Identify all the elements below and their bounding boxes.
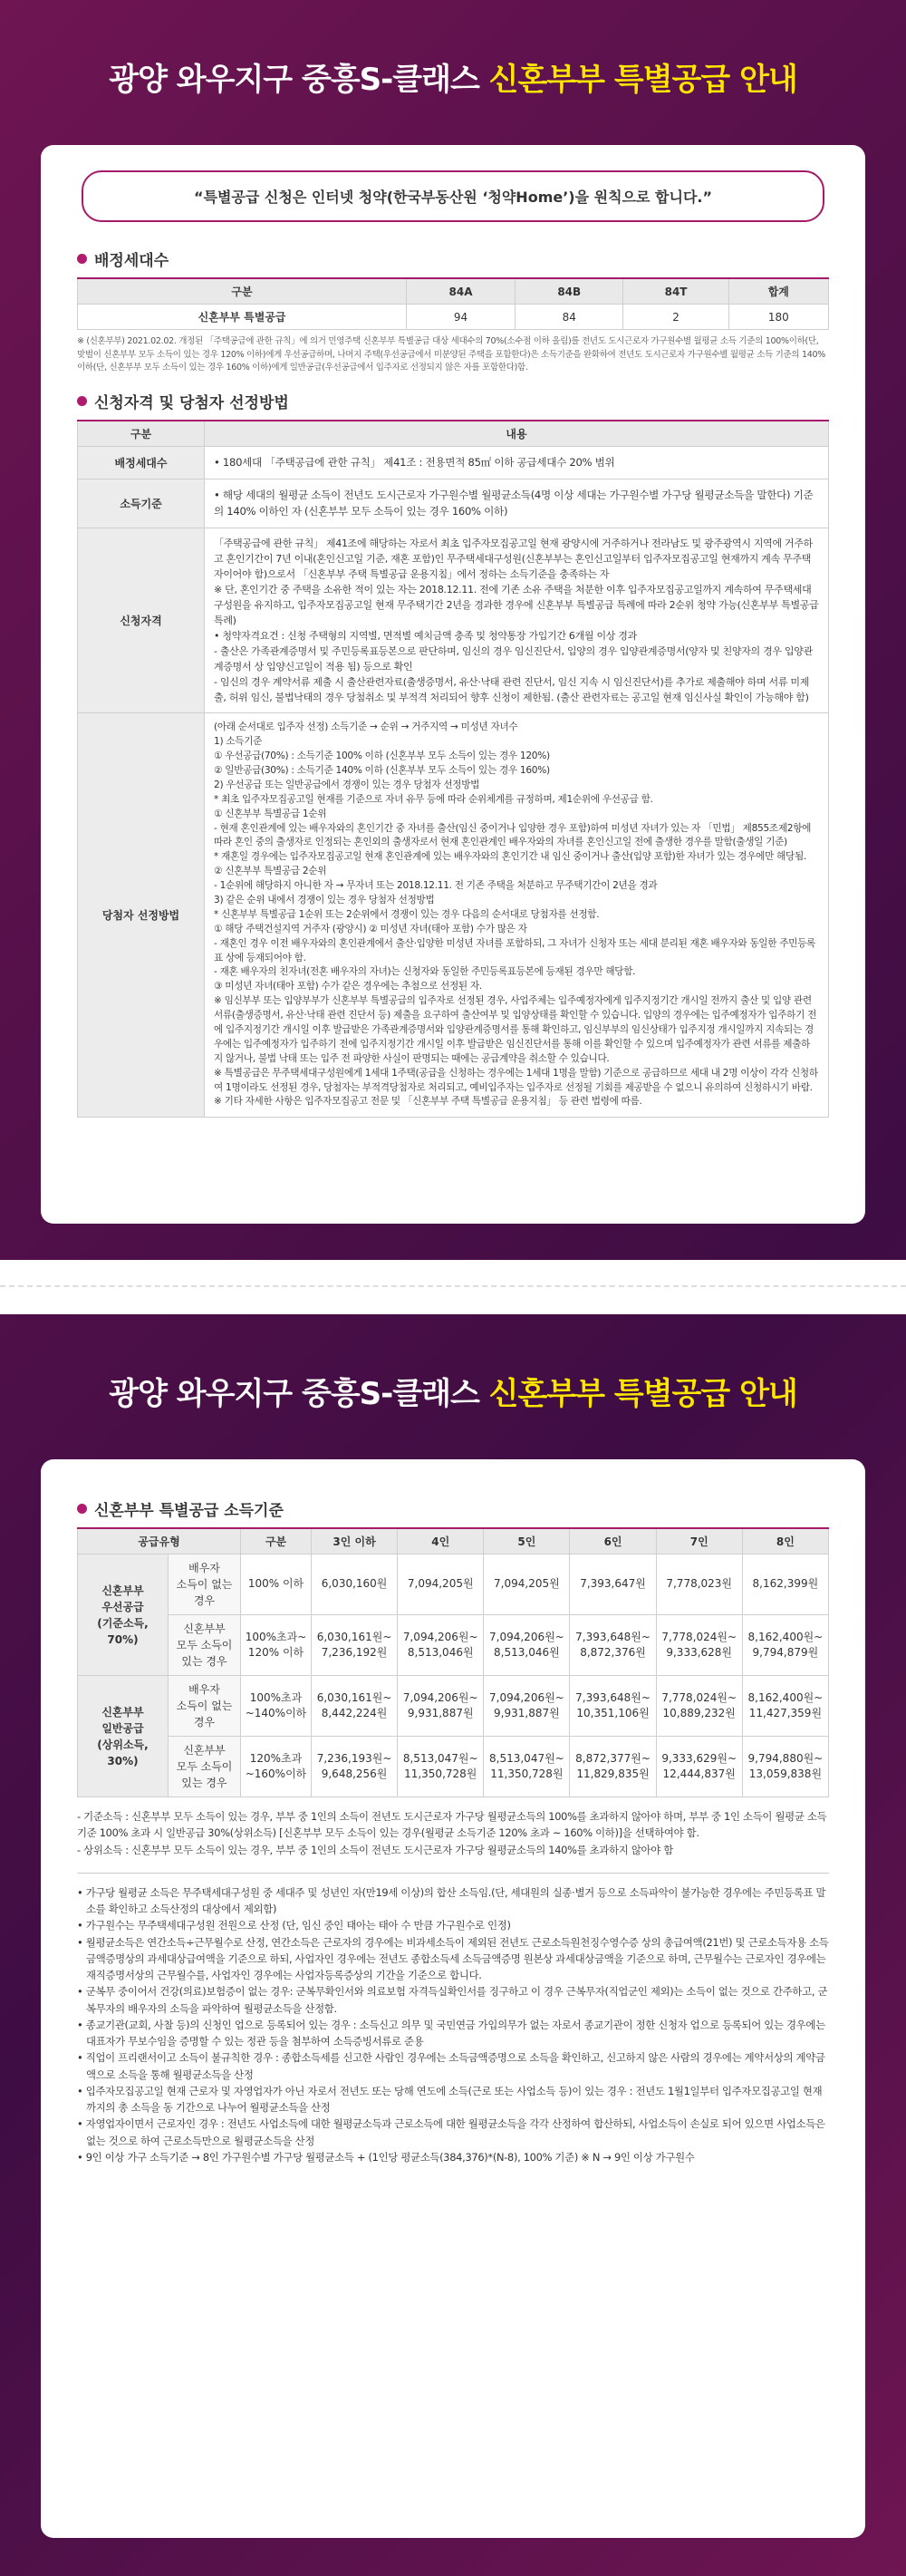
section-heading <box>77 1497 829 1520</box>
table-row <box>78 1676 829 1737</box>
table-header-row <box>78 1528 829 1554</box>
table-header: 84T <box>623 278 728 305</box>
row-text: • 해당 세대의 월평균 소득이 전년도 도시근로자 가구원수별 월평균소득(4명 이상 세대는 가구원수별 가구당 월평균소득을 말한다) 기준의 140% 이하인 자 (신혼부부 모두 소득이 있는 경우 160% 이하) <box>205 479 829 528</box>
row-text: (아래 순서대로 입주자 선정) 소득기준 → 순위 → 거주지역 → 미성년 자녀수 1) 소득기준 ① 우선공급(70%) : 소득기준 100% 이하 (신혼부부 모두 소득이 있는 경우 120%) ② 일반공급(30%) : 소득기준 140% 이하 (신혼부부 모두 소득이 있는 경우 160%) 2) 우선공급 또는 일반공급에서 경쟁이 있는 경우 당첨자 선정방법 * 최초 입주자모집공고일 현재를 기준으로 자녀 유무 등에 따라 순위체계를 규정하며, 제1순위에 우선공급 함. ① 신혼부부 특별공급 1순위 - 현재 혼인관계에 있는 배우자와의 혼인기간 중 자녀를 출산(임신 중이거나 입양한 경우 포함)하여 미성년 자녀가 있는 자 「민법」 제855조제2항에 따라 혼인 중의 출생자로 인정되는 혼인외의 출생자로서 현재 혼인관계인 배우자와의 자녀를 혼인신고일 전에 출생한 경우를 말함(출생일 기준) * 재혼일 경우에는 입주자모집공고일 현재 혼인관계에 있는 배우자와의 혼인기간 내 임신 중이거나 출산(입양 포함)한 자녀가 있는 경우에만 해당됨. ② 신혼부부 특별공급 2순위 - 1순위에 해당하지 아니한 자 → 무자녀 또는 2018.12.11. 전 기존 주택을 처분하고 무주택기간이 2년을 경과 3) 같은 순위 내에서 경쟁이 있는 경우 당첨자 선정방법 * 신혼부부 특별공급 1순위 또는 2순위에서 경쟁이 있는 경우 다음의 순서대로 당첨자를 선정함. ① 해당 주택건설지역 거주자 (광양시) ② 미성년 자녀(태아 포함) 수가 많은 자 - 재혼인 경우 이전 배우자와의 혼인관계에서 출산·입양한 미성년 자녀를 포함하되, 그 자녀가 신청자 또는 세대 분리된 재혼 배우자와 동일한 주민등록표 상에 등재되어야 함. - 재혼 배우자의 친자녀(전혼 배우자의 자녀)는 신청자와 동일한 주민등록표등본에 등재된 경우만 해당함. ③ 미성년 자녀(태아 포함) 수가 같은 경우에는 추첨으로 선정된 자. ※ 임신부부 또는 입양부부가 신혼부부 특별공급의 입주자로 선정된 경우, 사업주체는 입주예정자에게 입주지정기간 개시일 전까지 출산 및 입양 관련 서류(출생증명서, 유산·낙태 관련 진단서 등) 제출을 요구하여 출산여부 및 입양상태를 확인할 수 있습니다. 입양의 경우에는 입주예정자가 입주하기 전에 입주지정기간 개시일 이후 발급받은 가족관계증명서와 입양관계증명서를 통해 확인하고, 임신부부의 임신상태가 입주지정 개시일까지 지속되는 경우에는 입주예정자가 입주하기 전에 입주지정기간 개시일 이후 발급받은 임신진단서를 통해 이를 확인할 수 있으며 입주예정자가 관련 서류를 제출하지 않거나, 불법 낙태 또는 입주 전 파양한 사실이 판명되는 때에는 공급계약을 취소할 수 있습니다. ※ 특별공급은 무주택세대구성원에게 1세대 1주택(공급을 신청하는 경우에는 1세대 1명을 말함) 기준으로 공급하므로 세대 내 2명 이상이 각각 신청하여 1명이라도 선정된 경우, 당첨자는 부적격당첨자로 처리되고, 예비입주자는 입주자로 선정될 기회를 제공받을 수 없으니 유의하여 신청하시기 바람. ※ 기타 자세한 사항은 입주자모집공고 전문 및 「신혼부부 주택 특별공급 운용지침」 등 관련 법령에 따름. <box>205 713 829 1118</box>
section-heading <box>77 390 829 412</box>
income-cell: 9,794,880원~ 13,059,838원 <box>742 1737 828 1797</box>
table-header: 4인 <box>398 1528 484 1554</box>
table-row <box>78 713 829 1118</box>
row-label: 배정세대수 <box>78 447 205 479</box>
bullet-dot-icon <box>77 1504 87 1514</box>
table-header: 내용 <box>205 421 829 447</box>
table-header: 구분 <box>241 1528 312 1554</box>
supply-type-cell: 신혼부부 우선공급 (기준소득, 70%) <box>78 1554 169 1676</box>
section-title: 배정세대수 <box>94 252 169 270</box>
eligibility-table <box>77 420 829 1118</box>
supply-type-cell: 신혼부부 일반공급 (상위소득, 30%) <box>78 1676 169 1797</box>
income-cell: 7,393,648원~ 8,872,376원 <box>570 1615 656 1676</box>
table-header: 구분 <box>78 421 205 447</box>
allocation-table <box>77 277 829 330</box>
bullet-item: • 월평균소득은 연간소득÷근무월수로 산정, 연간소득은 근로자의 경우에는 비과세소득이 제외된 전년도 근로소득원천징수영수증 상의 총급여액(21번) 및 근로소득자용 소득금액증명상의 과세대상급여액을 기준으로 하되, 사업자인 경우에는 전년도 종합소득세 소득금액증명 원본상 과세대상금액을 기준으로 하며, 근무월수는 근로자인 경우에는 재직증명서상의 근무월수를, 사업자인 경우에는 사업자등록증상의 기간을 기준으로 합니다. <box>77 1935 829 1981</box>
allocation-footnote: ※ (신혼부부) 2021.02.02. 개정된 「주택공급에 관한 규칙」에 의거 민영주택 신혼부부 특별공급 대상 세대수의 70%(소수점 이하 올림)를 전년도 도시근로자 가구원수별 월평균 소득 기준의 100%이하(단, 맞벌이 신혼부부 모두 소득이 있는 경우 120% 이하)에게 우선공급하며, 나머지 주택(우선공급에서 미분양된 주택을 포함한다)은 소득기준을 완화하여 전년도 도시근로자 가구원수별 월평균 소득 기준의 140%이하(단, 신혼부부 모두 소득이 있는 경우 160% 이하)에게 일반공급(우선공급에서 입주자로 선정되지 않은 자를 포함한다)함. <box>77 336 825 373</box>
income-notes <box>77 1808 829 1858</box>
table-header: 3인 이하 <box>312 1528 398 1554</box>
income-cell: 7,236,193원~ 9,648,256원 <box>312 1737 398 1797</box>
bullet-item: • 입주자모집공고일 현재 근로자 및 자영업자가 아닌 자로서 전년도 또는 당해 연도에 소득(근로 또는 사업소득 등)이 있는 경우 : 전년도 1월1일부터 입주자모집공고일 현재까지의 총 소득을 동 기간으로 나누어 월평균소득을 산정 <box>77 2084 823 2114</box>
income-cell: 8,162,400원~ 11,427,359원 <box>742 1676 828 1737</box>
table-row <box>78 479 829 528</box>
title-prefix: 광양 와우지구 중흥S-클래스 <box>109 1376 479 1412</box>
income-cell: 7,094,206원~ 9,931,887원 <box>398 1676 484 1737</box>
income-cell: 8,162,400원~ 9,794,879원 <box>742 1615 828 1676</box>
bullet-item: • 군복무 중이어서 건강(의료)보험증이 없는 경우: 군복무확인서와 의료보험 자격득실확인서를 징구하고 이 경우 근복무자(직업군인 제외)는 소득이 없는 것으로 간주하고, 군복무자의 배우자의 소득을 파악하여 월평균소득을 산정함. <box>77 1985 828 2015</box>
page-title <box>0 0 906 145</box>
title-highlight: 신혼부부 특별공급 안내 <box>488 1376 797 1412</box>
income-cell: 7,778,024원~ 9,333,628원 <box>656 1615 742 1676</box>
income-cell: 7,393,648원~ 10,351,106원 <box>570 1676 656 1737</box>
table-row <box>78 1737 829 1797</box>
bullet-dot-icon <box>77 254 87 264</box>
note-line: - 기준소득 : 신혼부부 모두 소득이 있는 경우, 부부 중 1인의 소득이 전년도 도시근로자 가구당 월평균소득의 100%를 초과하지 않아야 하며, 부부 중 1인 소득이 월평균 소득기준 100% 초과 시 일반공급 30%(상위소득) [신혼부부 모두 소득이 있는 경우(월평균 소득기준 120% 초과 ~ 160% 이하)]을 선택하여야 함. <box>77 1810 827 1840</box>
income-cell: 8,513,047원~ 11,350,728원 <box>398 1737 484 1797</box>
bullet-item: • 자영업자이면서 근로자인 경우 : 전년도 사업소득에 대한 월평균소득과 근로소득에 대한 월평균소득을 각각 산정하여 합산하되, 사업소득이 손실로 되어 있으면 사업소득은 없는 것으로 하여 근로소득만으로 월평균소득을 산정 <box>77 2117 825 2147</box>
income-cell: 7,778,023원 <box>656 1554 742 1615</box>
table-header: 구분 <box>78 278 407 305</box>
section-title: 신청자격 및 당첨자 선정방법 <box>94 394 289 413</box>
table-cell: 2 <box>623 305 728 330</box>
income-cell: 7,094,206원~ 8,513,046원 <box>398 1615 484 1676</box>
panel-2 <box>0 1314 906 2574</box>
table-header: 7인 <box>656 1528 742 1554</box>
notice-box: “특별공급 신청은 인터넷 청약(한국부동산원 ‘청약Home’)을 원칙으로 합니다.” <box>82 170 824 222</box>
income-cell: 7,778,024원~ 10,889,232원 <box>656 1676 742 1737</box>
page-title <box>0 1314 906 1459</box>
income-cell: 7,094,205원 <box>398 1554 484 1615</box>
percent-cell: 120%초과 ~160%이하 <box>241 1737 312 1797</box>
note-line: - 상위소득 : 신혼부부 모두 소득이 있는 경우, 부부 중 1인의 소득이 전년도 도시근로자 가구당 월평균소득의 140%를 초과하지 않아야 함 <box>77 1843 673 1856</box>
table-header: 5인 <box>484 1528 570 1554</box>
row-label: 당첨자 선정방법 <box>78 713 205 1118</box>
table-cell: 84 <box>516 305 623 330</box>
section-title: 신혼부부 특별공급 소득기준 <box>94 1502 284 1520</box>
section-heading <box>77 247 829 270</box>
percent-cell: 100% 이하 <box>241 1554 312 1615</box>
percent-cell: 100%초과~ 120% 이하 <box>241 1615 312 1676</box>
table-header-row <box>78 278 829 305</box>
table-header: 6인 <box>570 1528 656 1554</box>
income-cell: 6,030,161원~ 8,442,224원 <box>312 1676 398 1737</box>
title-highlight: 신혼부부 특별공급 안내 <box>488 62 797 98</box>
income-cell: 7,094,205원 <box>484 1554 570 1615</box>
percent-cell: 100%초과 ~140%이하 <box>241 1676 312 1737</box>
panel-1 <box>0 0 906 1260</box>
income-bullets <box>77 1873 829 2165</box>
income-table <box>77 1527 829 1797</box>
panel-separator <box>0 1260 906 1314</box>
bullet-dot-icon <box>77 396 87 406</box>
table-row <box>78 305 829 330</box>
bullet-item: • 종교기관(교회, 사찰 등)의 신청인 업으로 등록되어 있는 경우 : 소득신고 의무 및 국민연금 가입의무가 없는 자로서 종교기관이 정한 신청자 업으로 등록되어 있는 경우에는 대표자가 무보수임을 증명할 수 있는 정관 등을 첨부하여 소득증빙서류로 준용 <box>77 2018 825 2048</box>
table-header: 84B <box>516 278 623 305</box>
row-label: 신청자격 <box>78 528 205 713</box>
subtype-cell: 배우자 소득이 없는 경우 <box>169 1676 241 1737</box>
income-cell: 7,094,206원~ 9,931,887원 <box>484 1676 570 1737</box>
table-row <box>78 1554 829 1615</box>
table-row <box>78 1615 829 1676</box>
subtype-cell: 신혼부부 모두 소득이 있는 경우 <box>169 1737 241 1797</box>
row-label: 소득기준 <box>78 479 205 528</box>
income-cell: 6,030,160원 <box>312 1554 398 1615</box>
title-prefix: 광양 와우지구 중흥S-클래스 <box>109 62 479 98</box>
table-cell: 신혼부부 특별공급 <box>78 305 407 330</box>
content-card <box>41 1459 865 2538</box>
bullet-item: • 9인 이상 가구 소득기준 → 8인 가구원수별 가구당 월평균소득 + (1인당 평균소득(384,376)*(N-8), 100% 기준) ※ N → 9인 이상 가구원수 <box>77 2150 695 2164</box>
income-cell: 8,513,047원~ 11,350,728원 <box>484 1737 570 1797</box>
table-header: 8인 <box>742 1528 828 1554</box>
bullet-item: • 직업이 프리랜서이고 소득이 불규칙한 경우 : 종합소득세를 신고한 사람인 경우에는 소득금액증명으로 소득을 확인하고, 신고하지 않은 사람의 경우에는 계약서상의 계약금액으로 소득을 통해 월평균소득을 산정 <box>77 2051 825 2081</box>
row-text: • 180세대 「주택공급에 관한 규칙」 제41조 : 전용면적 85㎡ 이하 공급세대수 20% 범위 <box>205 447 829 479</box>
bullet-item: • 가구당 월평균 소득은 무주택세대구성원 중 세대주 및 성년인 자(만19세 이상)의 합산 소득임.(단, 세대원의 실종·별거 등으로 소득파악이 불가능한 경우에는 주민등록표 말소를 확인하고 소득산정의 대상에서 제외함) <box>77 1885 826 1915</box>
subtype-cell: 신혼부부 모두 소득이 있는 경우 <box>169 1615 241 1676</box>
table-row <box>78 528 829 713</box>
table-header: 공급유형 <box>78 1528 241 1554</box>
income-cell: 8,872,377원~ 11,829,835원 <box>570 1737 656 1797</box>
content-card <box>41 145 865 1224</box>
income-cell: 8,162,399원 <box>742 1554 828 1615</box>
row-text: 「주택공급에 관한 규칙」 제41조에 해당하는 자로서 최초 입주자모집공고일 현재 광양시에 거주하거나 전라남도 및 광주광역시 지역에 거주하고 혼인기간이 7년 이내(혼인신고일 기준, 재혼 포함)인 무주택세대구성원(신혼부부는 혼인신고일부터 입주자모집공고일 현재까지 계속 무주택자이어야 함)으로서 「신혼부부 주택 특별공급 운용지침」에서 정하는 소득기준을 충족하는 자 ※ 단, 혼인기간 중 주택을 소유한 적이 있는 자는 2018.12.11. 전에 기존 소유 주택을 처분한 이후 입주자모집공고일까지 계속하여 무주택세대구성원을 유지하고, 입주자모집공고일 현재 무주택기간 2년을 경과한 경우에 신혼부부 특별공급 특례에 따라 2순위 청약 가능(신혼부부 특별공급 특례) • 청약자격요건 : 신청 주택형의 지역별, 면적별 예치금액 충족 및 청약통장 가입기간 6개월 이상 경과 - 출산은 가족관계증명서 및 주민등록표등본으로 판단하며, 임신의 경우 임신진단서, 입양의 경우 입양관계증명서(양자 및 친양자의 경우 입양관계증명서 상 입양신고일이 적용 됨) 등으로 확인 - 임신의 경우 계약서류 제출 시 출산관련자료(출생증명서, 유산·낙태 관련 진단서, 임신 지속 시 임신진단서)를 추가로 제출해야 하며 서류 미제출, 허위 임신, 불법낙태의 경우 당첨취소 및 부적격 처리되어 향후 신청이 제한됨. (출산 관련자료는 공고일 현재 임신사실 확인이 가능해야 함) <box>205 528 829 713</box>
income-cell: 7,393,647원 <box>570 1554 656 1615</box>
income-cell: 9,333,629원~ 12,444,837원 <box>656 1737 742 1797</box>
table-header: 84A <box>407 278 516 305</box>
table-cell: 180 <box>728 305 828 330</box>
table-header-row <box>78 421 829 447</box>
income-cell: 7,094,206원~ 8,513,046원 <box>484 1615 570 1676</box>
table-header: 합계 <box>728 278 828 305</box>
bullet-item: • 가구원수는 무주택세대구성원 전원으로 산정 (단, 임신 중인 태아는 태아 수 만큼 가구원수로 인정) <box>77 1919 511 1932</box>
table-cell: 94 <box>407 305 516 330</box>
income-cell: 6,030,161원~ 7,236,192원 <box>312 1615 398 1676</box>
subtype-cell: 배우자 소득이 없는 경우 <box>169 1554 241 1615</box>
table-row <box>78 447 829 479</box>
